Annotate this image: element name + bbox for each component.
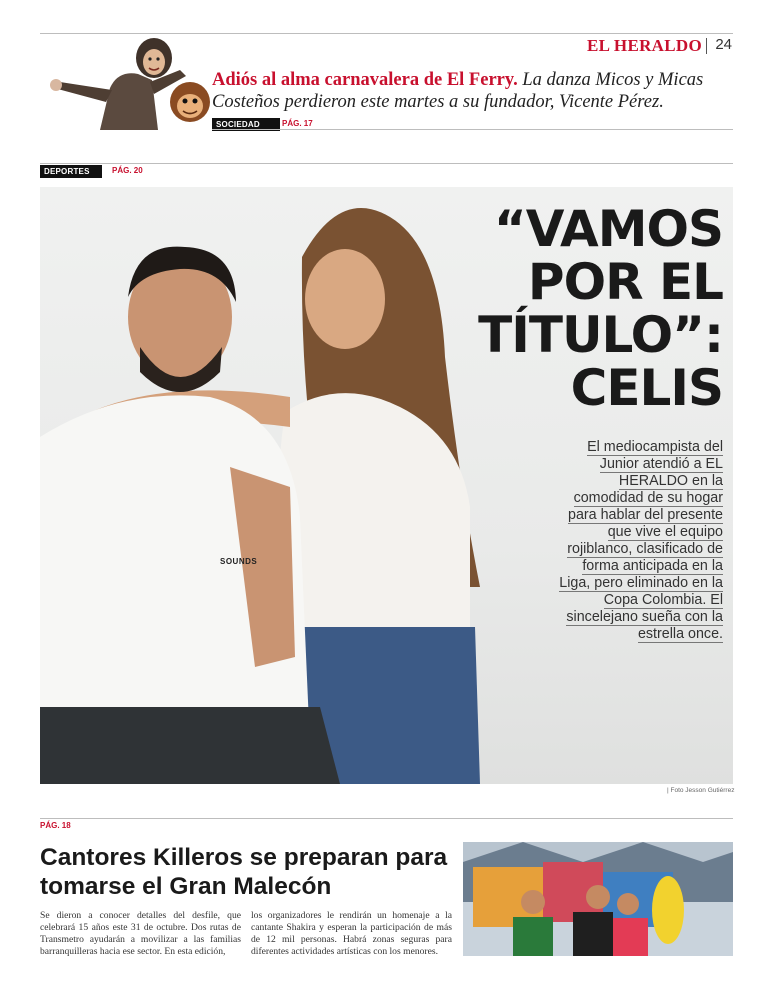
feature-headline bbox=[393, 200, 723, 417]
story-page-ref[interactable]: PÁG. 18 bbox=[40, 821, 71, 830]
story-title[interactable]: Cantores Killeros se preparan para tomarse el Gran Malecón bbox=[40, 844, 448, 900]
headline-line: CELIS bbox=[570, 359, 723, 417]
photo-credit: | Foto Jesson Gutiérrez bbox=[667, 787, 735, 794]
feature-page-ref[interactable]: PÁG. 20 bbox=[112, 166, 143, 175]
feature-deck bbox=[548, 439, 723, 643]
story-thumbnail[interactable] bbox=[463, 842, 733, 956]
masthead: EL HERALDO bbox=[587, 36, 702, 55]
teaser-summary: La danza Micos y Micas Costeños perdieron este martes a su fundador, Vicente Pérez. bbox=[212, 70, 704, 112]
teaser-page-ref[interactable]: PÁG. 17 bbox=[282, 119, 313, 128]
masthead-separator bbox=[706, 38, 707, 54]
feature-section-tag[interactable]: DEPORTES bbox=[40, 165, 102, 178]
story-column-1: Se dieron a conocer detalles del desfile, que celebrará 15 años este 31 de octubre. Dos rutas de Transmetro ayudarán a movilizar a las familias barranquilleras hacia ese sector. En esta edición, bbox=[40, 910, 241, 957]
teaser-text bbox=[212, 69, 722, 113]
headline-line: POR EL bbox=[527, 253, 723, 311]
page-number: 24 bbox=[715, 36, 732, 53]
teaser-bottom-rule bbox=[212, 129, 733, 130]
headline-line: “VAMOS bbox=[493, 200, 723, 258]
carnival-dancer-image bbox=[40, 30, 210, 130]
feature-deck-text: El mediocampista del Junior atendió a EL HERALDO en la comodidad de su hogar para hablar del presente que vive el equipo rojiblanco, clasificado de forma anticipada en la Liga, pero eliminado en la Copa Colombia. El sincelejano sueña con la estrella once. bbox=[559, 439, 723, 642]
story-column-2: los organizadores le rendirán un homenaje a la cantante Shakira y esperan la participación de más de 12 mil personas. Habrá zonas seguras para diferentes actividades artísticas con los menores. bbox=[251, 910, 452, 957]
story-top-rule bbox=[40, 818, 733, 819]
feature-top-rule bbox=[40, 163, 733, 164]
headline-line: TÍTULO”: bbox=[478, 306, 723, 364]
feature-photo bbox=[40, 187, 733, 784]
teaser-section-tag[interactable]: SOCIEDAD bbox=[212, 118, 280, 131]
shirt-print: SOUNDS bbox=[220, 557, 258, 566]
carnival-parade-image bbox=[463, 842, 733, 956]
teaser-headline[interactable]: Adiós al alma carnavalera de El Ferry. bbox=[212, 70, 518, 90]
